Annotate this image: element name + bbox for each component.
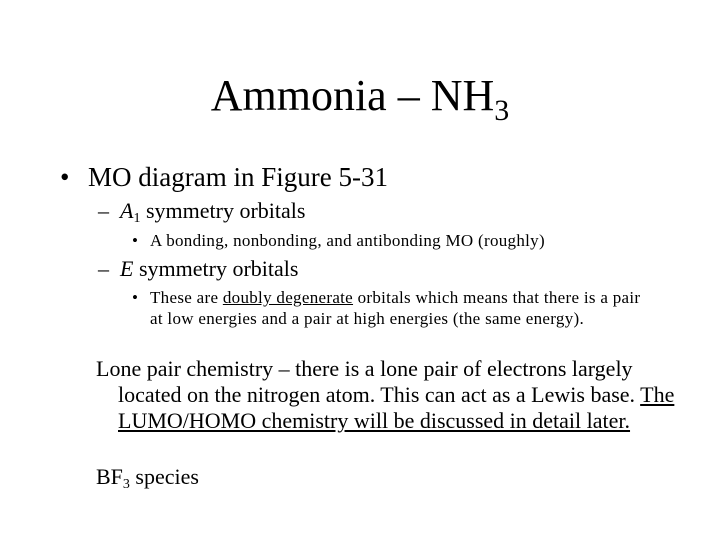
lumo-homo-note: The LUMO/HOMO chemistry will be discussed in detail later. [118,382,675,433]
e-text: symmetry orbitals [133,256,299,281]
dash-icon: – [98,198,109,223]
dash-icon: – [98,256,109,281]
lone-pair-paragraph: Lone pair chemistry – there is a lone pair of electrons largely located on the nitrogen atom. This can act as a Lewis base. The LUMO/HOMO chemistry will be discussed in detail later. [96,356,675,433]
slide-title [0,70,720,127]
bf3-line: $BF_3$ species [96,464,199,492]
a1-detail-text: A bonding, nonbonding, and antibonding MO (roughly) [150,231,545,250]
a1-text: symmetry orbitals [140,198,306,223]
bullet-icon: • [132,288,138,307]
bullet-icon: • [60,162,70,192]
bullet-icon: • [132,231,138,250]
bullet-text: MO diagram in Figure 5-31 [88,162,388,192]
title-text: Ammonia – NH [210,71,495,120]
a1-symbol: $A_1$ [120,198,141,226]
slide: Ammonia – $NH_3$ • MO diagram in Figure 5-31 – $A_1$ symmetry orbitals • A bonding, nonbonding, and antibonding MO (roughly) – E symmetry orbitals • These are doubly degenerate orbitals which means that there is a pair at low energies and a pair at high energies (the same energy). Lone pair chemistry – there is a lone pair of electrons largely located on the nitrogen atom. This can act as a Lewis base. The LUMO/HOMO chemistry will be discussed in detail later. $BF_3$ species [0,0,720,540]
e-symbol: E [120,256,134,281]
doubly-degenerate-term: doubly degenerate [222,288,354,307]
title-subscript: 3 [494,94,510,127]
